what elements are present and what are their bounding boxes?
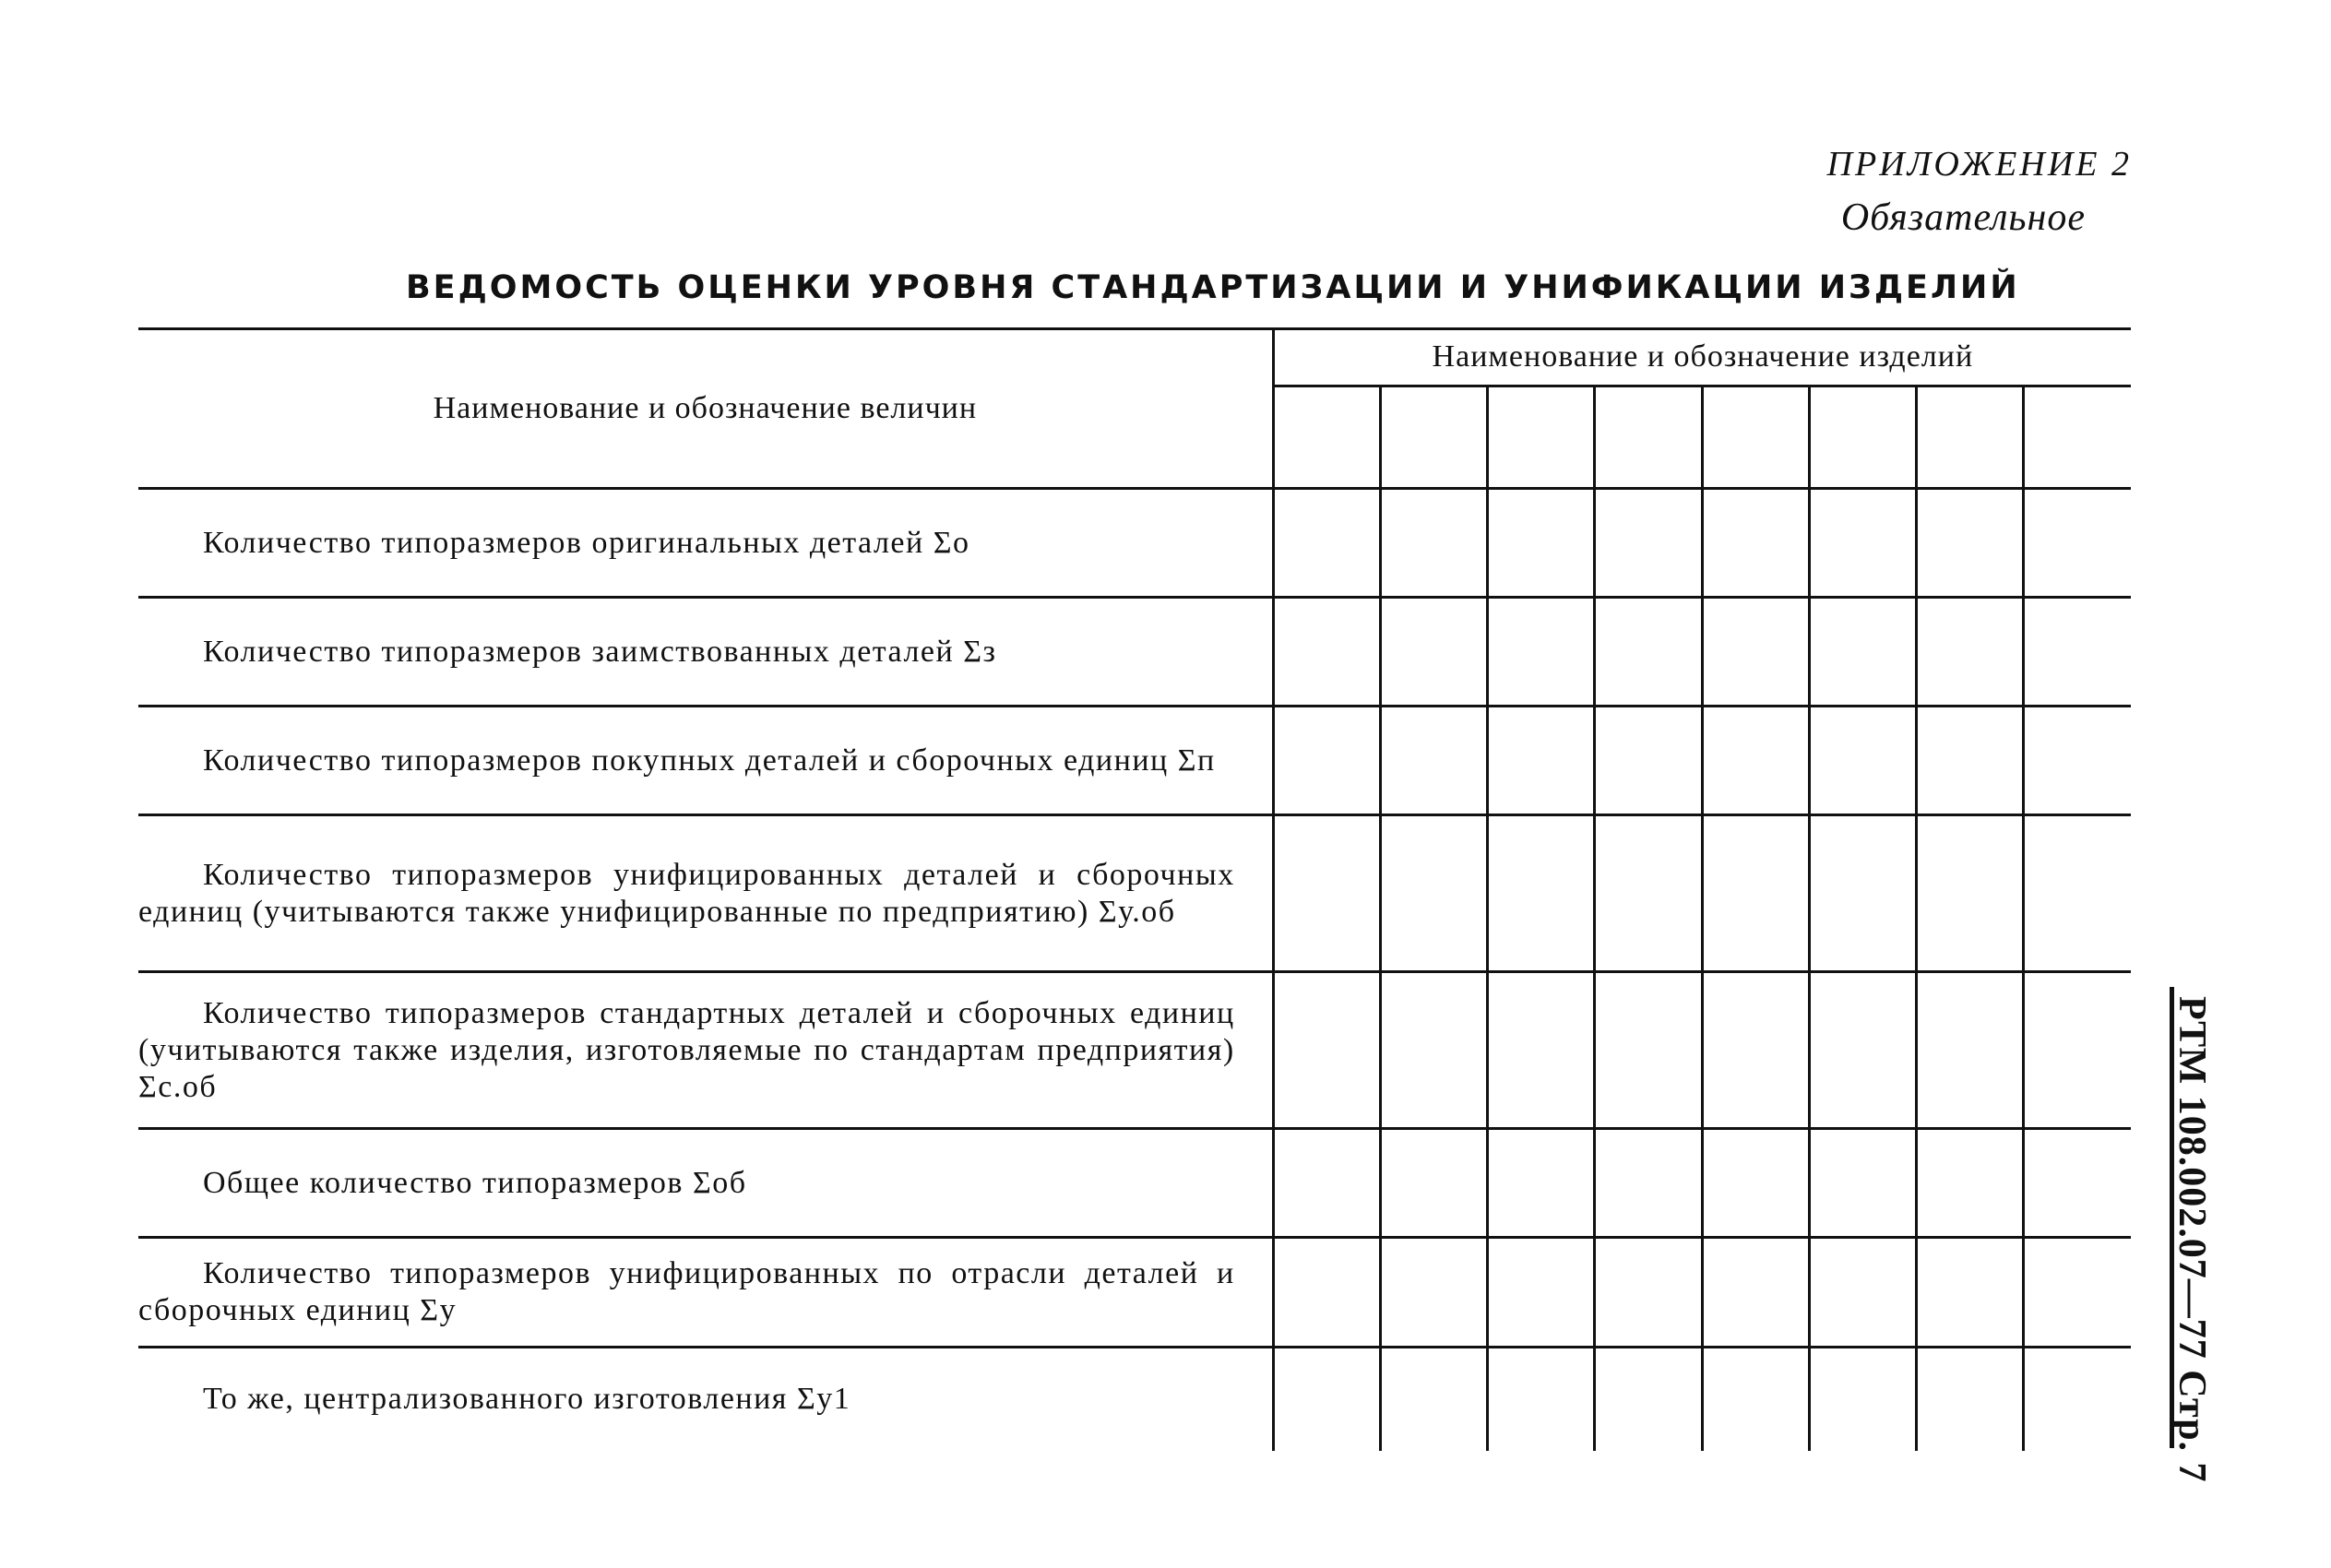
product-value-cell[interactable] — [1595, 1129, 1702, 1238]
row-label — [138, 972, 1273, 1129]
table-row — [138, 489, 2131, 598]
column-header-products: Наименование и обозначение изделий — [1273, 329, 2131, 386]
product-value-cell[interactable] — [1273, 1238, 1380, 1348]
table-row — [138, 1129, 2131, 1238]
appendix-status: Обязательное — [1840, 196, 2086, 239]
product-value-cell[interactable] — [1809, 489, 1916, 598]
product-value-cell[interactable] — [1809, 1129, 1916, 1238]
product-value-cell[interactable] — [1702, 707, 1809, 815]
product-value-cell[interactable] — [1809, 1348, 1916, 1451]
row-label — [138, 1129, 1273, 1238]
product-column-header — [1595, 386, 1702, 488]
product-value-cell[interactable] — [1273, 489, 1380, 598]
product-value-cell[interactable] — [1809, 972, 1916, 1129]
product-value-cell[interactable] — [1595, 1238, 1702, 1348]
product-value-cell[interactable] — [1595, 815, 1702, 972]
product-column-header — [1702, 386, 1809, 488]
product-value-cell[interactable] — [1809, 707, 1916, 815]
row-label-text: Количество типоразмеров заимствованных деталей Σз — [203, 634, 997, 669]
table-row — [138, 707, 2131, 815]
product-value-cell[interactable] — [1809, 1238, 1916, 1348]
product-value-cell[interactable] — [1916, 1238, 2023, 1348]
product-value-cell[interactable] — [1380, 1129, 1487, 1238]
product-value-cell[interactable] — [1380, 972, 1487, 1129]
product-value-cell[interactable] — [2024, 1348, 2131, 1451]
product-column-header — [1916, 386, 2023, 488]
product-value-cell[interactable] — [1702, 1238, 1809, 1348]
row-label-text: Количество типоразмеров стандартных деталей и сборочных единиц (учитываются также изделия, изготовляемые по стандартам предприятия) Σс.об — [138, 995, 1235, 1104]
product-value-cell[interactable] — [1702, 489, 1809, 598]
product-value-cell[interactable] — [1273, 1348, 1380, 1451]
product-value-cell[interactable] — [1488, 815, 1595, 972]
product-value-cell[interactable] — [1380, 707, 1487, 815]
product-value-cell[interactable] — [1488, 1348, 1595, 1451]
row-label-text: Общее количество типоразмеров Σоб — [203, 1165, 747, 1200]
product-value-cell[interactable] — [1273, 598, 1380, 707]
row-label — [138, 1348, 1273, 1451]
product-value-cell[interactable] — [2024, 489, 2131, 598]
row-label — [138, 1238, 1273, 1348]
product-value-cell[interactable] — [1702, 598, 1809, 707]
product-column-header — [1273, 386, 1380, 488]
product-value-cell[interactable] — [1488, 1238, 1595, 1348]
product-value-cell[interactable] — [1702, 1129, 1809, 1238]
product-value-cell[interactable] — [1380, 1238, 1487, 1348]
document-code-text: РТМ 108.002.07—77 Стр. 7 — [2170, 996, 2213, 1483]
product-value-cell[interactable] — [1809, 815, 1916, 972]
product-value-cell[interactable] — [1273, 707, 1380, 815]
appendix-label: ПРИЛОЖЕНИЕ 2 — [1826, 145, 2132, 184]
product-value-cell[interactable] — [1916, 707, 2023, 815]
product-value-cell[interactable] — [1488, 707, 1595, 815]
product-value-cell[interactable] — [1595, 489, 1702, 598]
product-value-cell[interactable] — [1595, 598, 1702, 707]
product-value-cell[interactable] — [1488, 489, 1595, 598]
product-value-cell[interactable] — [1702, 972, 1809, 1129]
row-label — [138, 707, 1273, 815]
product-value-cell[interactable] — [2024, 598, 2131, 707]
product-value-cell[interactable] — [1916, 489, 2023, 598]
product-value-cell[interactable] — [1595, 972, 1702, 1129]
product-value-cell[interactable] — [1488, 598, 1595, 707]
product-value-cell[interactable] — [1702, 1348, 1809, 1451]
row-label-text: Количество типоразмеров оригинальных деталей Σо — [203, 525, 970, 560]
table-row — [138, 598, 2131, 707]
product-column-header — [1809, 386, 1916, 488]
row-label — [138, 815, 1273, 972]
product-column-header — [1380, 386, 1487, 488]
product-column-header — [2024, 386, 2131, 488]
product-value-cell[interactable] — [1273, 1129, 1380, 1238]
product-value-cell[interactable] — [1702, 815, 1809, 972]
product-value-cell[interactable] — [1916, 815, 2023, 972]
product-value-cell[interactable] — [2024, 1129, 2131, 1238]
product-value-cell[interactable] — [2024, 972, 2131, 1129]
product-value-cell[interactable] — [1595, 1348, 1702, 1451]
product-value-cell[interactable] — [1273, 815, 1380, 972]
product-value-cell[interactable] — [1380, 815, 1487, 972]
table-row — [138, 1238, 2131, 1348]
table-row — [138, 972, 2131, 1129]
product-value-cell[interactable] — [1273, 972, 1380, 1129]
product-column-header — [1488, 386, 1595, 488]
assessment-table — [138, 327, 2131, 1451]
table-row — [138, 815, 2131, 972]
product-value-cell[interactable] — [2024, 1238, 2131, 1348]
row-label — [138, 489, 1273, 598]
product-value-cell[interactable] — [1488, 1129, 1595, 1238]
product-value-cell[interactable] — [1809, 598, 1916, 707]
row-label-text: То же, централизованного изготовления Σу1 — [203, 1382, 851, 1417]
product-value-cell[interactable] — [1916, 1348, 2023, 1451]
product-value-cell[interactable] — [1380, 1348, 1487, 1451]
product-value-cell[interactable] — [1916, 1129, 2023, 1238]
product-value-cell[interactable] — [1488, 972, 1595, 1129]
product-value-cell[interactable] — [1916, 972, 2023, 1129]
product-value-cell[interactable] — [2024, 815, 2131, 972]
table-row — [138, 1348, 2131, 1451]
product-value-cell[interactable] — [1595, 707, 1702, 815]
product-value-cell[interactable] — [1916, 598, 2023, 707]
product-value-cell[interactable] — [1380, 489, 1487, 598]
product-value-cell[interactable] — [1380, 598, 1487, 707]
document-code — [2170, 996, 2242, 1483]
row-label-text: Количество типоразмеров унифицированных деталей и сборочных единиц (учитываются также унифицированные по предприятию) Σу.об — [138, 857, 1235, 929]
row-label-text: Количество типоразмеров покупных деталей и сборочных единиц Σп — [203, 742, 1216, 778]
column-header-quantities: Наименование и обозначение величин — [138, 329, 1273, 489]
product-value-cell[interactable] — [2024, 707, 2131, 815]
page-title: ВЕДОМОСТЬ ОЦЕНКИ УРОВНЯ СТАНДАРТИЗАЦИИ И УНИФИКАЦИИ ИЗДЕЛИЙ — [406, 269, 2020, 306]
row-label-text: Количество типоразмеров унифицированных по отрасли деталей и сборочных единиц Σу — [138, 1256, 1235, 1327]
row-label — [138, 598, 1273, 707]
